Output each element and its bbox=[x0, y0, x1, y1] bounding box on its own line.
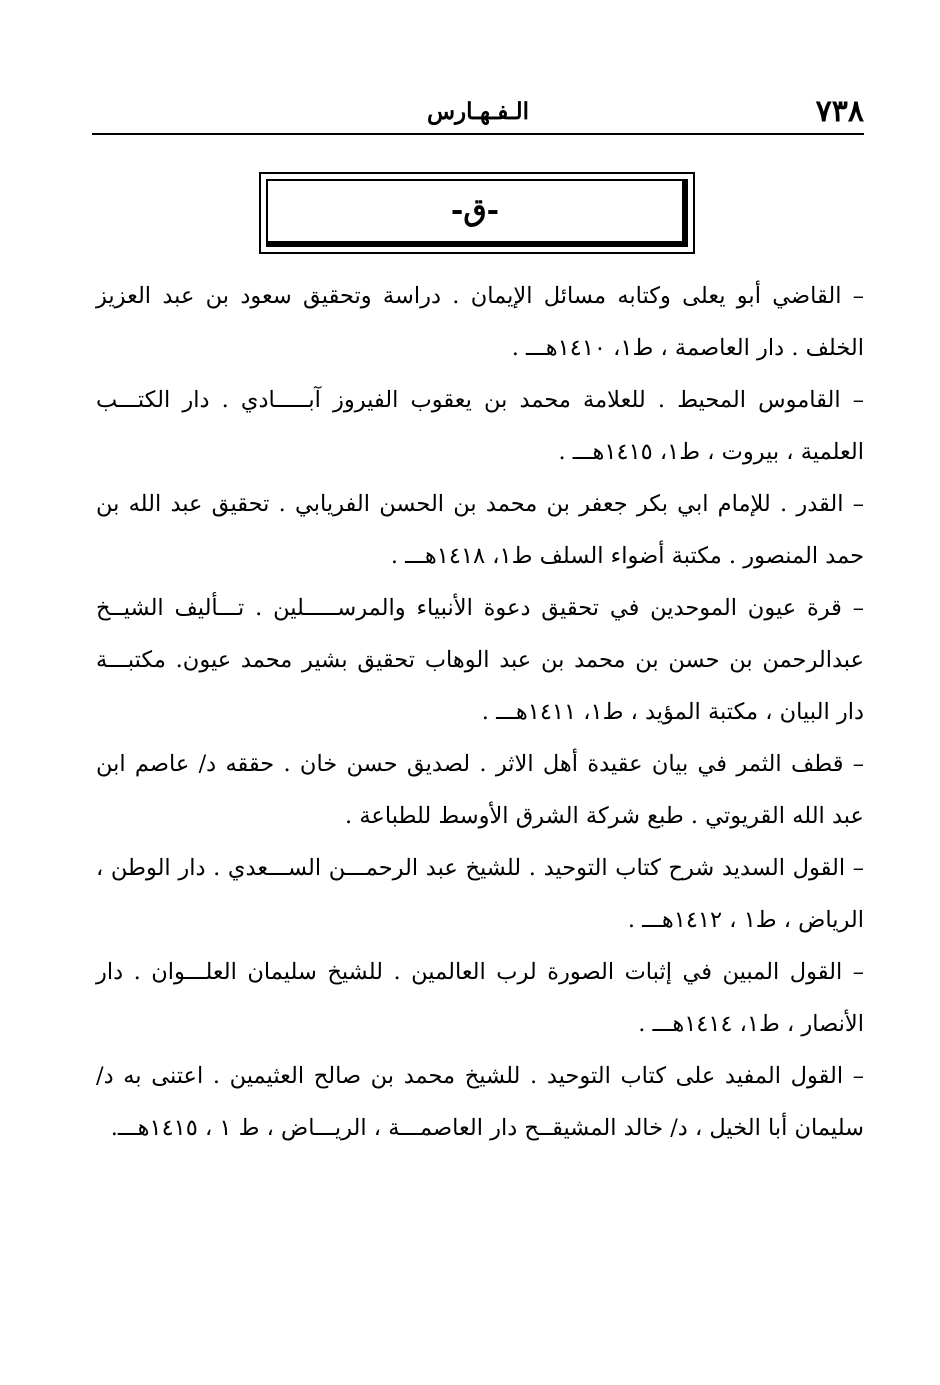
running-title: الـفـهـارس bbox=[426, 98, 530, 125]
bibliography-entry: – قرة عيون الموحدين في تحقيق دعوة الأنبياء والمرســـــلين . تـــأليف الشيــخ عبدالرحمن بن حسن بن محمد بن عبد الوهاب تحقيق بشير محمد عيون. مكتبـــة دار البيان ، مكتبة المؤيد ، ط١، ١٤١١هـــ . bbox=[96, 595, 864, 725]
bibliography-entry: – القول السديد شرح كتاب التوحيد . للشيخ عبد الرحمـــن الســـعدي . دار الوطن ، الرياض ، ط١ ، ١٤١٢هـــ . bbox=[96, 855, 864, 933]
bibliography-entry: – القدر . للإمام ابي بكر جعفر بن محمد بن الحسن الفريابي . تحقيق عبد الله بن حمد المنصور . مكتبة أضواء السلف ط١، ١٤١٨هـــ . bbox=[96, 491, 864, 569]
section-heading-inner-frame bbox=[266, 179, 688, 247]
bibliography-entry: – القاموس المحيط . للعلامة محمد بن يعقوب الفيروز آبـــــادي . دار الكتـــب العلمية ، بيروت ، ط١، ١٤١٥هـــ . bbox=[96, 387, 864, 465]
bibliography-entry: – القاضي أبو يعلى وكتابه مسائل الإيمان . دراسة وتحقيق سعود بن عبد العزيز الخلف . دار العاصمة ، ط١، ١٤١٠هـــ . bbox=[96, 283, 864, 361]
header-rule bbox=[92, 133, 864, 135]
bibliography-entry: – القول المفيد على كتاب التوحيد . للشيخ محمد بن صالح العثيمين . اعتنى به د/ سليمان أبا الخيل ، د/ خالد المشيقــح دار العاصمـــة ، الريـــاض ، ط ١ ، ١٤١٥هـــ. bbox=[96, 1063, 864, 1141]
bibliography-entry: – قطف الثمر في بيان عقيدة أهل الاثر . لصديق حسن خان . حققه د/ عاصم ابن عبد الله القريوتي . طبع شركة الشرق الأوسط للطباعة . bbox=[96, 751, 864, 829]
page-number: ٧٣٨ bbox=[815, 94, 864, 129]
page-header bbox=[92, 80, 864, 134]
section-heading-letter: -ق- bbox=[450, 193, 500, 228]
section-heading-box bbox=[259, 172, 695, 254]
bibliography-entry: – القول المبين في إثبات الصورة لرب العالمين . للشيخ سليمان العلـــوان . دار الأنصار ، ط١، ١٤١٤هـــ . bbox=[96, 959, 864, 1037]
bibliography-list bbox=[96, 270, 864, 1154]
